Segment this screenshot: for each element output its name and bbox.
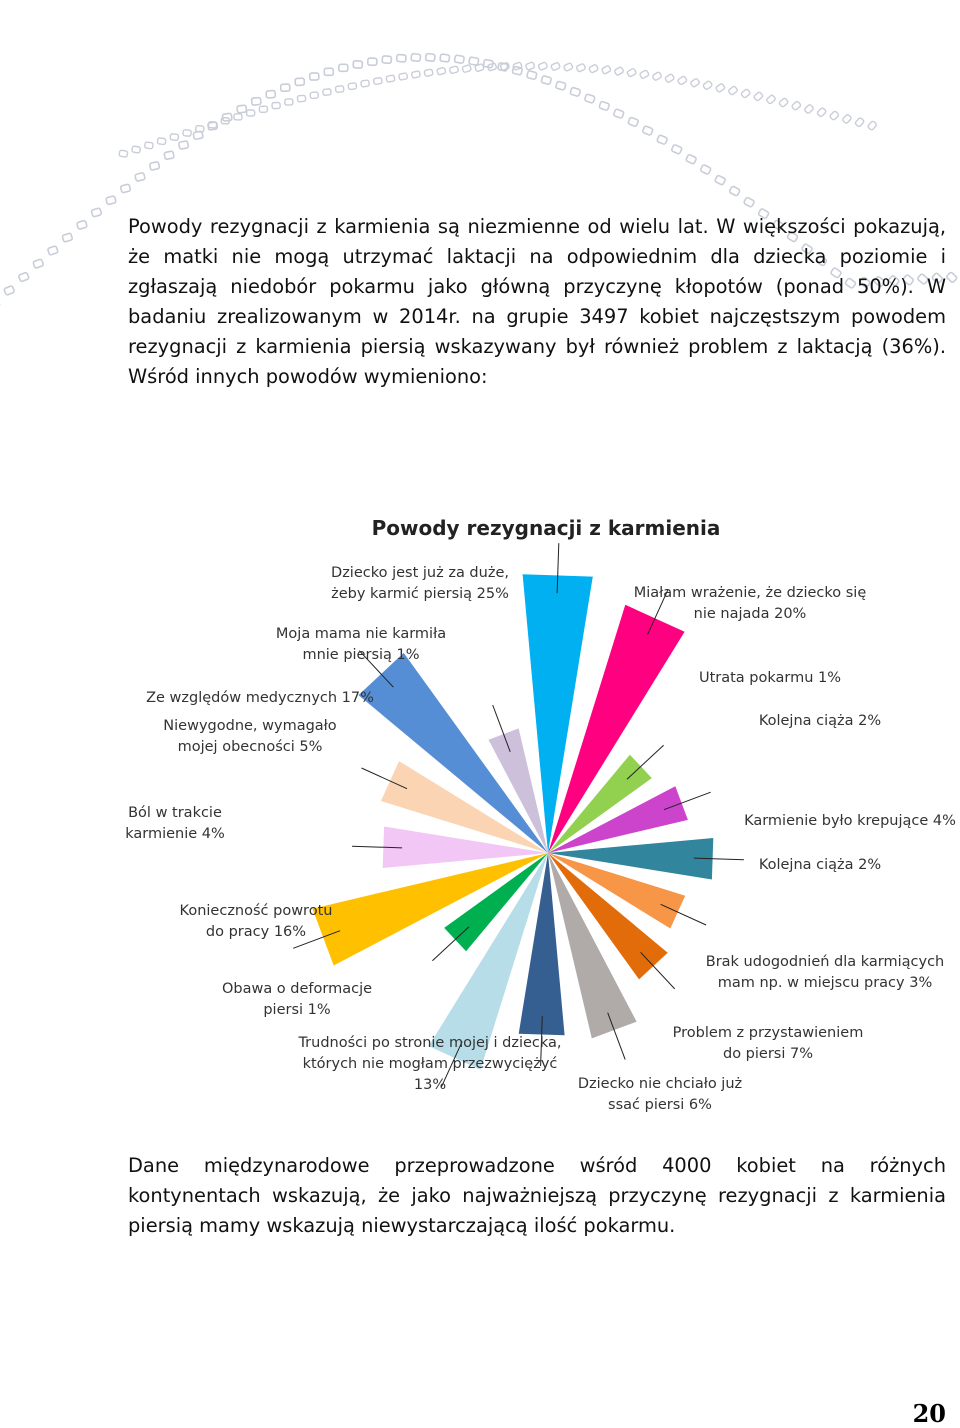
wave-dot bbox=[106, 196, 117, 205]
wave-dot bbox=[527, 71, 537, 80]
wave-dot bbox=[538, 62, 548, 71]
wave-dot bbox=[449, 66, 458, 74]
wave-dot bbox=[671, 144, 682, 154]
slice-label: Kolejna ciąża 2% bbox=[758, 713, 882, 729]
wave-dot bbox=[170, 134, 179, 141]
wave-dot bbox=[627, 68, 637, 77]
wave-dot bbox=[555, 81, 566, 90]
wave-dot bbox=[368, 58, 377, 65]
wave-dot bbox=[411, 71, 420, 79]
slice-label: Trudności po stronie mojej i dziecka, których nie mogłam przezwyciężyć 13% bbox=[298, 1035, 562, 1093]
wave-dot bbox=[589, 64, 599, 73]
wave-dot bbox=[297, 95, 305, 102]
chart-title: Powody rezygnacji z karmienia bbox=[371, 516, 721, 540]
wave-dot bbox=[183, 130, 191, 137]
wave-dot bbox=[563, 63, 573, 72]
slice-label: Niewygodne, wymagało mojej obecności 5% bbox=[163, 718, 337, 755]
wave-dot bbox=[259, 106, 267, 112]
wave-dot bbox=[729, 186, 740, 196]
wave-dot bbox=[91, 208, 102, 217]
wave-dot bbox=[690, 78, 700, 88]
wave-dot bbox=[766, 95, 776, 105]
wave-dot bbox=[469, 57, 479, 65]
slice-label: Moja mama nie karmiła mnie piersią 1% bbox=[275, 626, 447, 663]
wave-dot bbox=[157, 138, 166, 145]
wave-dot bbox=[741, 89, 751, 99]
wave-dot bbox=[867, 121, 877, 131]
wave-dot bbox=[946, 272, 957, 283]
wave-dot bbox=[677, 76, 687, 85]
wave-dot bbox=[335, 86, 344, 93]
wave-dot bbox=[120, 184, 130, 193]
slice-label: Dziecko nie chciało już ssać piersi 6% bbox=[577, 1076, 743, 1113]
wave-dot bbox=[454, 55, 464, 63]
wave-dot bbox=[164, 151, 174, 160]
intro-paragraph: Powody rezygnacji z karmienia są niezmienne od wielu lat. W większości pokazują, że matki nie mogą utrzymać laktacji na odpowiednim dla dziecka poziomie i zgłaszają niedobór pokarmu jako główną przyczynę kłopotów (ponad 50%). W badaniu zrealizowanym w 2014r. na grupie 3497 kobiet najczęstszym powodem rezygnacji z karmienia piersią wskazywany był również problem z laktacją (36%). Wśród innych powodów wymieniono: bbox=[128, 215, 946, 388]
wave-dot bbox=[144, 142, 153, 149]
wave-dot bbox=[310, 73, 319, 80]
wave-dot bbox=[779, 98, 789, 108]
wave-dot bbox=[686, 154, 697, 164]
wave-dot bbox=[310, 92, 318, 99]
slice-label: Problem z przystawieniem do piersi 7% bbox=[672, 1025, 864, 1062]
wave-dot bbox=[324, 68, 333, 75]
wave-dot bbox=[601, 65, 611, 74]
page-number: 20 bbox=[912, 1399, 946, 1428]
wave-dot bbox=[247, 110, 255, 116]
wave-dot bbox=[804, 104, 814, 114]
wave-dot bbox=[728, 86, 738, 96]
wave-dot bbox=[700, 164, 711, 174]
wave-dot bbox=[817, 107, 827, 117]
wave-dot bbox=[149, 162, 159, 171]
wave-dot bbox=[613, 109, 624, 119]
wave-dot bbox=[234, 114, 242, 120]
slice-label: Brak udogodnień dla karmiących mam np. w miejscu pracy 3% bbox=[705, 954, 945, 991]
wave-dot bbox=[599, 101, 610, 111]
wave-dot bbox=[18, 272, 29, 282]
wave-dot bbox=[657, 135, 668, 145]
wave-dot bbox=[440, 54, 450, 62]
wave-dot bbox=[791, 101, 801, 111]
wave-dot bbox=[855, 117, 865, 127]
outro-paragraph: Dane międzynarodowe przeprowadzone wśród 4000 kobiet na różnych kontynentach wskazują, że jako najważniejszą przyczynę rezygnacji z karmienia piersią mamy wskazują niewystarczającą ilość pokarmu. bbox=[128, 1154, 946, 1237]
wave-dot bbox=[323, 89, 332, 96]
wave-dot bbox=[266, 90, 275, 98]
slice-label: Ból w trakcie karmienie 4% bbox=[125, 805, 225, 842]
wave-dot bbox=[551, 62, 561, 71]
wave-dot bbox=[135, 173, 145, 182]
reasons-radial-chart bbox=[120, 505, 960, 1125]
wave-dot bbox=[639, 70, 649, 79]
wave-dot bbox=[462, 65, 471, 73]
wave-dot bbox=[47, 246, 58, 256]
wave-dot bbox=[642, 126, 653, 136]
wave-dot bbox=[525, 62, 535, 71]
wave-dot bbox=[425, 53, 435, 61]
wave-dot bbox=[424, 69, 433, 77]
wave-dot bbox=[33, 259, 44, 269]
wave-dot bbox=[119, 150, 128, 157]
wave-dot bbox=[281, 84, 290, 91]
wave-dot bbox=[437, 67, 446, 75]
wave-dot bbox=[743, 197, 754, 207]
wave-dot bbox=[753, 92, 763, 102]
wave-dot bbox=[665, 74, 675, 83]
wave-dot bbox=[339, 64, 348, 71]
slice-label: Utrata pokarmu 1% bbox=[698, 670, 842, 686]
wave-dot bbox=[576, 63, 586, 72]
wave-dot bbox=[628, 117, 639, 127]
slice-label: Obawa o deformacje piersi 1% bbox=[221, 981, 373, 1018]
wave-dot bbox=[584, 94, 595, 103]
wave-dot bbox=[77, 220, 88, 229]
wave-dot bbox=[397, 54, 407, 62]
wave-dot bbox=[132, 146, 141, 153]
wave-dot bbox=[179, 141, 189, 149]
wave-dot bbox=[386, 75, 395, 82]
wave-dot bbox=[237, 105, 247, 113]
wave-dot bbox=[570, 87, 581, 96]
wave-dot bbox=[62, 233, 73, 242]
wave-dot bbox=[703, 80, 713, 90]
slice-label: Ze względów medycznych 17% bbox=[146, 690, 374, 706]
wave-dot bbox=[382, 56, 391, 64]
slice-label: Konieczność powrotu do pracy 16% bbox=[179, 903, 333, 940]
slice-label: Miałam wrażenie, że dziecko się nie najada 20% bbox=[633, 585, 867, 622]
wave-dot bbox=[353, 61, 362, 68]
wave-dot bbox=[272, 102, 280, 108]
slice-label: Kolejna ciąża 2% bbox=[758, 857, 882, 873]
wave-dot bbox=[361, 80, 370, 87]
wave-dot bbox=[295, 78, 304, 85]
wave-dot bbox=[399, 73, 408, 81]
wave-dot bbox=[411, 54, 421, 62]
wave-dot bbox=[373, 77, 382, 84]
slice-label: Dziecko jest już za duże, żeby karmić piersią 25% bbox=[331, 565, 509, 602]
wave-dot bbox=[715, 83, 725, 93]
wave-dot bbox=[842, 114, 852, 124]
wave-dot bbox=[348, 83, 357, 90]
wave-dot bbox=[251, 97, 261, 105]
wave-dot bbox=[652, 72, 662, 81]
wave-dot bbox=[715, 175, 726, 185]
wave-dot bbox=[614, 67, 624, 76]
wave-dot bbox=[829, 111, 839, 121]
wave-dot bbox=[541, 76, 552, 85]
slice-label: Karmienie było krepujące 4% bbox=[744, 813, 956, 829]
wave-dot bbox=[4, 286, 15, 296]
wave-dot bbox=[285, 99, 293, 105]
